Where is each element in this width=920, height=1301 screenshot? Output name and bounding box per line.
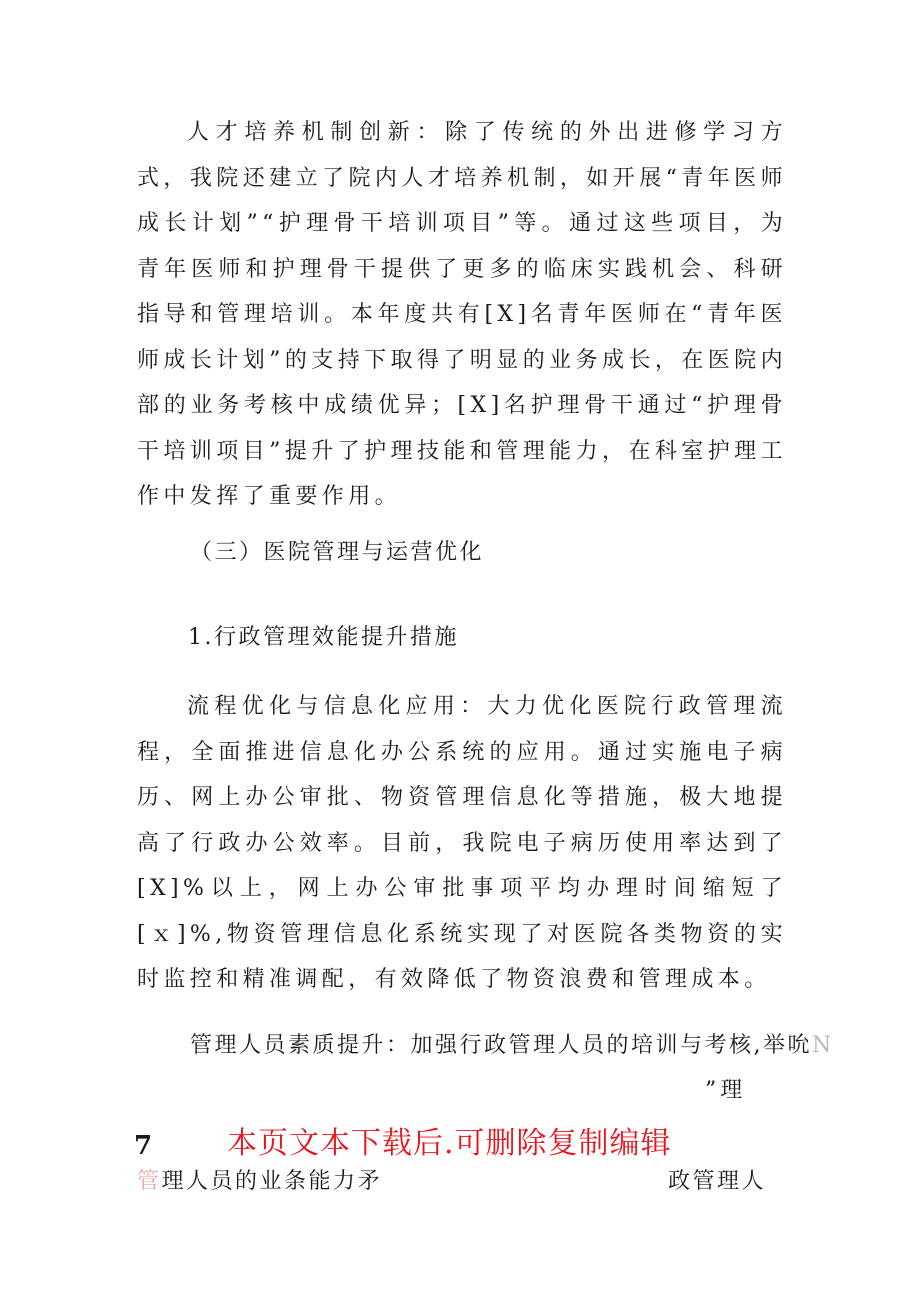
text-fragment-left bbox=[137, 1167, 382, 1197]
paragraph-process-optimization: 流程优化与信息化应用：大力优化医院行政管理流程，全面推进信息化办公系统的应用。通过实施电子病历、网上办公审批、物资管理信息化等措施，极大地提高了行政办公效率。目前，我院电子病历使用率达到了[X]%以上，网上办公审批事项平均办理时间缩短了[ｘ]%,物资管理信息化系统实现了对医院各类物资的实时监控和精准调配，有效降低了物资浪费和管理成本。 bbox=[137, 694, 787, 992]
paragraph-staff-faded-char: N bbox=[812, 1033, 834, 1058]
paragraph-staff-text: 管理人员素质提升：加强行政管理人员的培训与考核,举吮 bbox=[190, 1033, 812, 1058]
text-fragment-right: 政管理人 bbox=[668, 1169, 767, 1194]
subsection-heading: 1.行政管理效能提升措施 bbox=[188, 625, 459, 650]
paragraph-staff-quality bbox=[190, 1031, 834, 1061]
watermark-notice: 本页文本下载后.可删除复制编辑 bbox=[227, 1126, 672, 1161]
text-fragment-left-faded-char: 管 bbox=[137, 1169, 162, 1194]
section-heading: （三）医院管理与运营优化 bbox=[190, 540, 485, 565]
text-fragment-left-text: 理人员的业条能力矛 bbox=[161, 1169, 383, 1194]
page-number: 7 bbox=[134, 1131, 153, 1161]
paragraph-talent-training: 人才培养机制创新：除了传统的外出进修学习方式，我院还建立了院内人才培养机制，如开展“青年医师成长计划”“护理骨干培训项目”等。通过这些项目，为青年医师和护理骨干提供了更多的临床实践机会、科研指导和管理培训。本年度共有[X]名青年医师在“青年医师成长计划”的支持下取得了明显的业务成长，在医院内部的业务考核中成绩优异；[X]名护理骨干通过“护理骨干培训项目”提升了护理技能和管理能力，在科室护理工作中发挥了重要作用。 bbox=[137, 120, 787, 509]
text-fragment-quote: ”理 bbox=[705, 1078, 747, 1103]
